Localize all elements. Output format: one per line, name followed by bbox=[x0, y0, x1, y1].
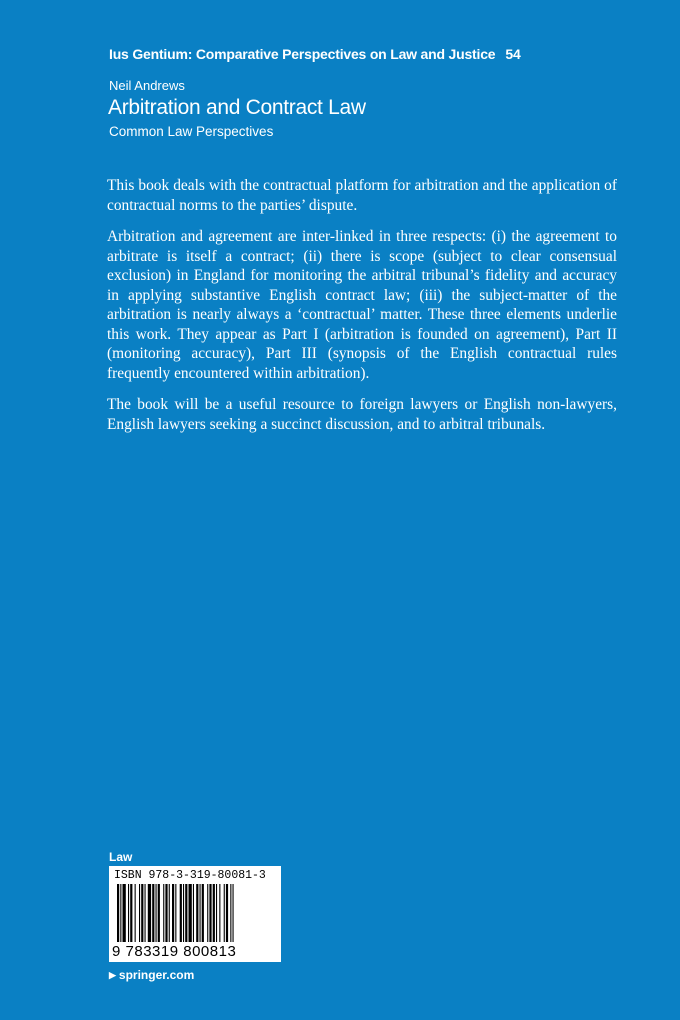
author-name: Neil Andrews bbox=[109, 78, 185, 93]
series-number: 54 bbox=[505, 46, 521, 62]
series-line bbox=[109, 46, 521, 62]
book-subtitle: Common Law Perspectives bbox=[109, 124, 274, 139]
ean-digits: 9 783319 800813 bbox=[112, 943, 237, 960]
isbn-label: ISBN 978-3-319-80081-3 bbox=[114, 869, 266, 882]
publisher-url: springer.com bbox=[118, 968, 195, 982]
isbn-barcode bbox=[109, 866, 281, 962]
blurb-paragraph: The book will be a useful resource to foreign lawyers or English non-lawyers, English lawyers seeking a succinct discussion, and to arbitral tribunals. bbox=[107, 396, 617, 433]
publisher-link[interactable] bbox=[109, 968, 194, 982]
triangle-arrow-icon: ▶ bbox=[109, 970, 116, 980]
blurb-paragraph: Arbitration and agreement are inter-linked in three respects: (i) the agreement to arbitrate is itself a contract; (ii) there is scope (subject to clear consensual exclusion) in England for monitoring the arbitral tribunal’s fidelity and accuracy in applying substantive English contract law; (iii) the subject-matter of the arbitration is nearly always a ‘contractual’ matter. These three elements underlie this work. They appear as Part I (arbitration is founded on agreement), Part II (monitoring accuracy), Part III (synopsis of the English contractual rules frequently encountered within arbitration). bbox=[107, 228, 617, 382]
blurb bbox=[107, 176, 617, 446]
subject-category: Law bbox=[109, 850, 133, 864]
series-name: Ius Gentium: Comparative Perspectives on Law and Justice bbox=[109, 46, 496, 62]
barcode-bars bbox=[117, 884, 273, 946]
book-title: Arbitration and Contract Law bbox=[108, 96, 366, 119]
blurb-paragraph: This book deals with the contractual platform for arbitration and the application of contractual norms to the parties’ dispute. bbox=[107, 177, 617, 214]
